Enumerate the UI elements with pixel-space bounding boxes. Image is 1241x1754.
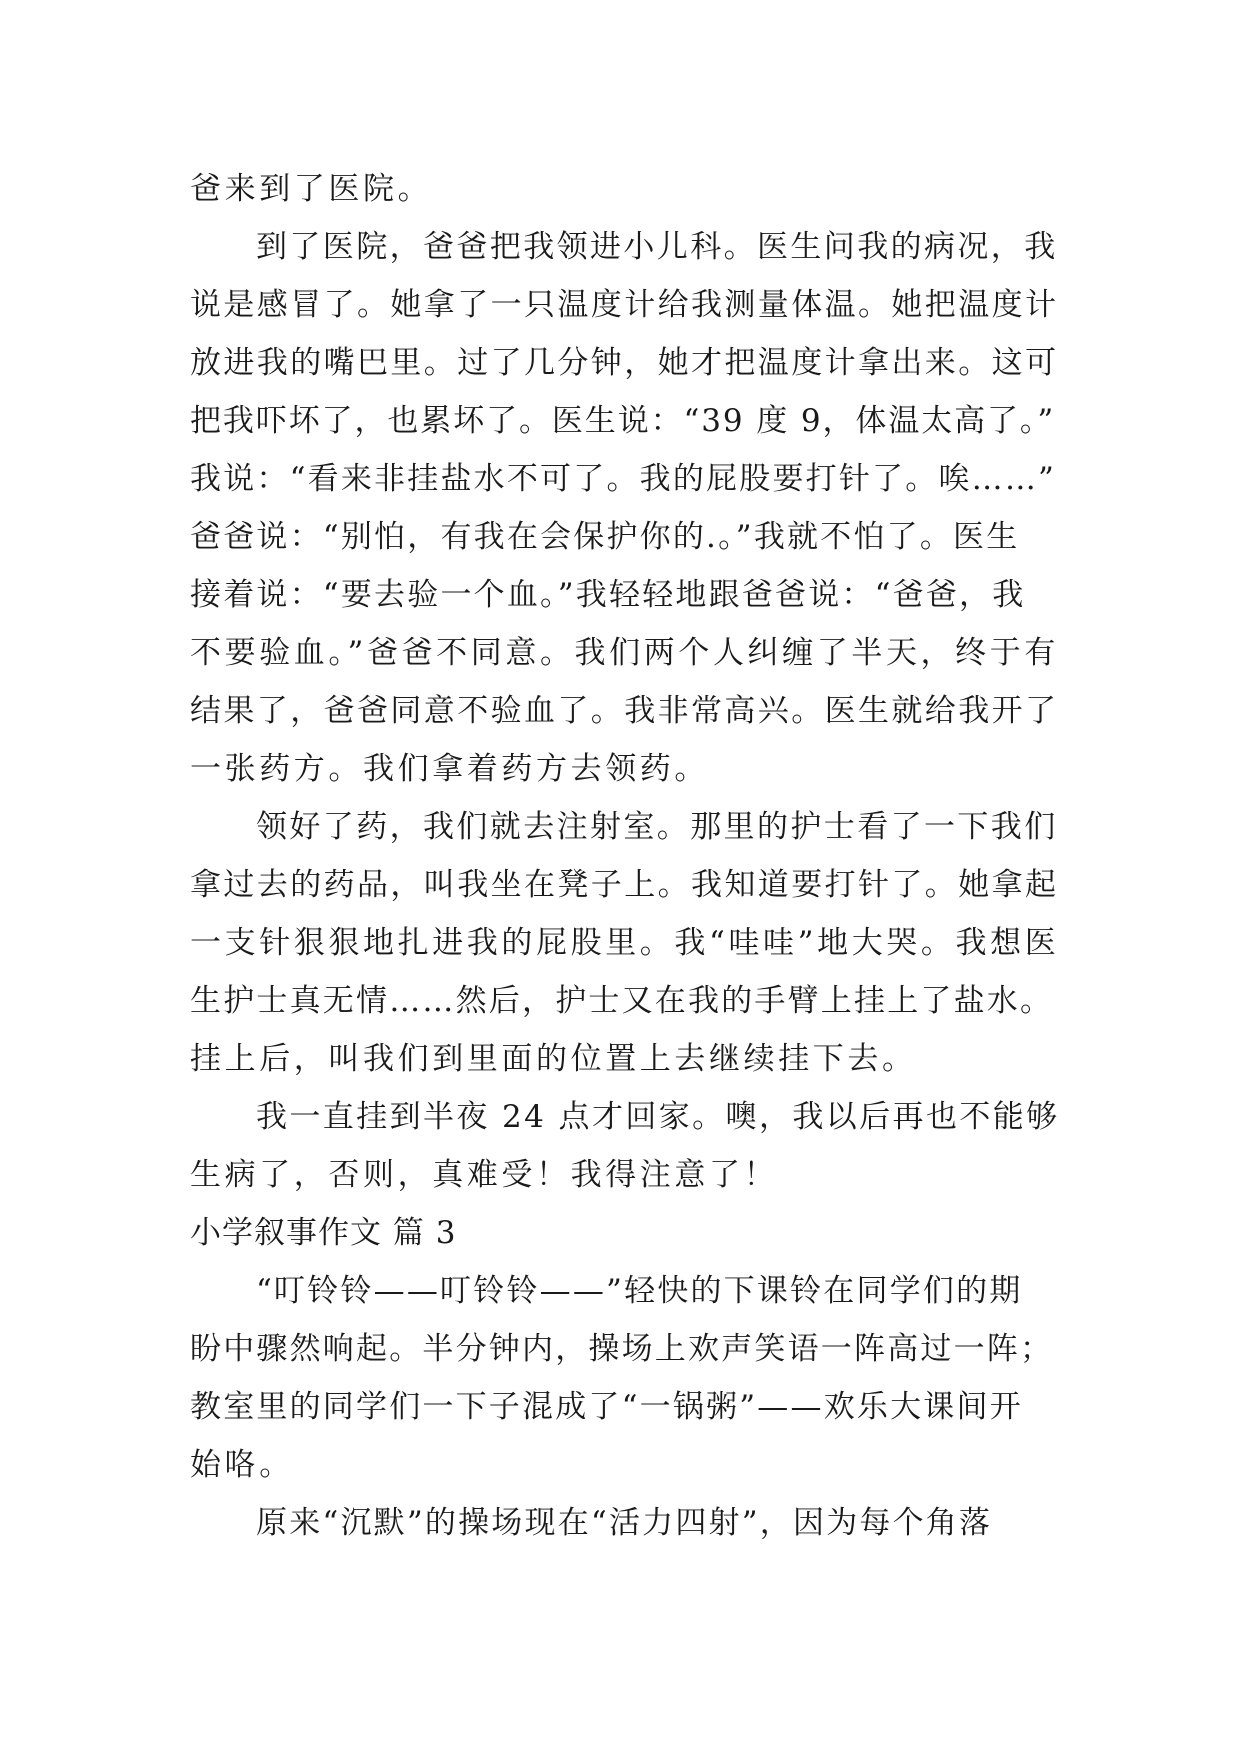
paragraph-line: 始咯。: [190, 1447, 294, 1483]
paragraph-line: 不要验血。”爸爸不同意。我们两个人纠缠了半天，终于有: [190, 635, 1059, 671]
paragraph-line: 拿过去的药品，叫我坐在凳子上。我知道要打针了。她拿起: [190, 867, 1059, 903]
paragraph-line: 我一直挂到半夜 24 点才回家。噢，我以后再也不能够: [256, 1099, 1060, 1135]
paragraph-line: 接着说：“要去验一个血。”我轻轻地跟爸爸说：“爸爸，我: [190, 577, 1026, 613]
paragraph-line: 教室里的同学们一下子混成了“一锅粥”——欢乐大课间开: [190, 1389, 1023, 1425]
paragraph-line: 领好了药，我们就去注射室。那里的护士看了一下我们: [256, 809, 1058, 845]
paragraph-line: 说是感冒了。她拿了一只温度计给我测量体温。她把温度计: [190, 287, 1059, 323]
paragraph-line: 爸来到了医院。: [190, 171, 433, 207]
paragraph-line: 把我吓坏了，也累坏了。医生说：“39 度 9，体温太高了。”: [190, 403, 1056, 439]
paragraph-line: 爸爸说：“别怕，有我在会保护你的.。”我就不怕了。医生: [190, 519, 1020, 555]
paragraph-line: 一张药方。我们拿着药方去领药。: [190, 751, 709, 787]
paragraph-line: 盼中骤然响起。半分钟内，操场上欢声笑语一阵高过一阵；: [190, 1331, 1054, 1367]
paragraph-line: 到了医院，爸爸把我领进小儿科。医生问我的病况，我: [256, 229, 1058, 265]
paragraph-line: 生病了，否则，真难受！我得注意了！: [190, 1157, 779, 1193]
paragraph-line: 原来“沉默”的操场现在“活力四射”，因为每个角落: [256, 1505, 993, 1541]
paragraph-line: 一支针狠狠地扎进我的屁股里。我“哇哇”地大哭。我想医: [190, 925, 1060, 961]
paragraph-line: 放进我的嘴巴里。过了几分钟，她才把温度计拿出来。这可: [190, 345, 1059, 381]
paragraph-line: 生护士真无情……然后，护士又在我的手臂上挂上了盐水。: [190, 983, 1054, 1019]
article-body: [190, 160, 1060, 1552]
paragraph-line: 我说：“看来非挂盐水不可了。我的屁股要打针了。唉……”: [190, 461, 1057, 497]
paragraph-line: “叮铃铃——叮铃铃——”轻快的下课铃在同学们的期: [256, 1273, 1023, 1309]
paragraph-line: 结果了，爸爸同意不验血了。我非常高兴。医生就给我开了: [190, 693, 1059, 729]
paragraph-line: 挂上后，叫我们到里面的位置上去继续挂下去。: [190, 1041, 917, 1077]
section-heading: 小学叙事作文 篇 3: [190, 1215, 457, 1251]
